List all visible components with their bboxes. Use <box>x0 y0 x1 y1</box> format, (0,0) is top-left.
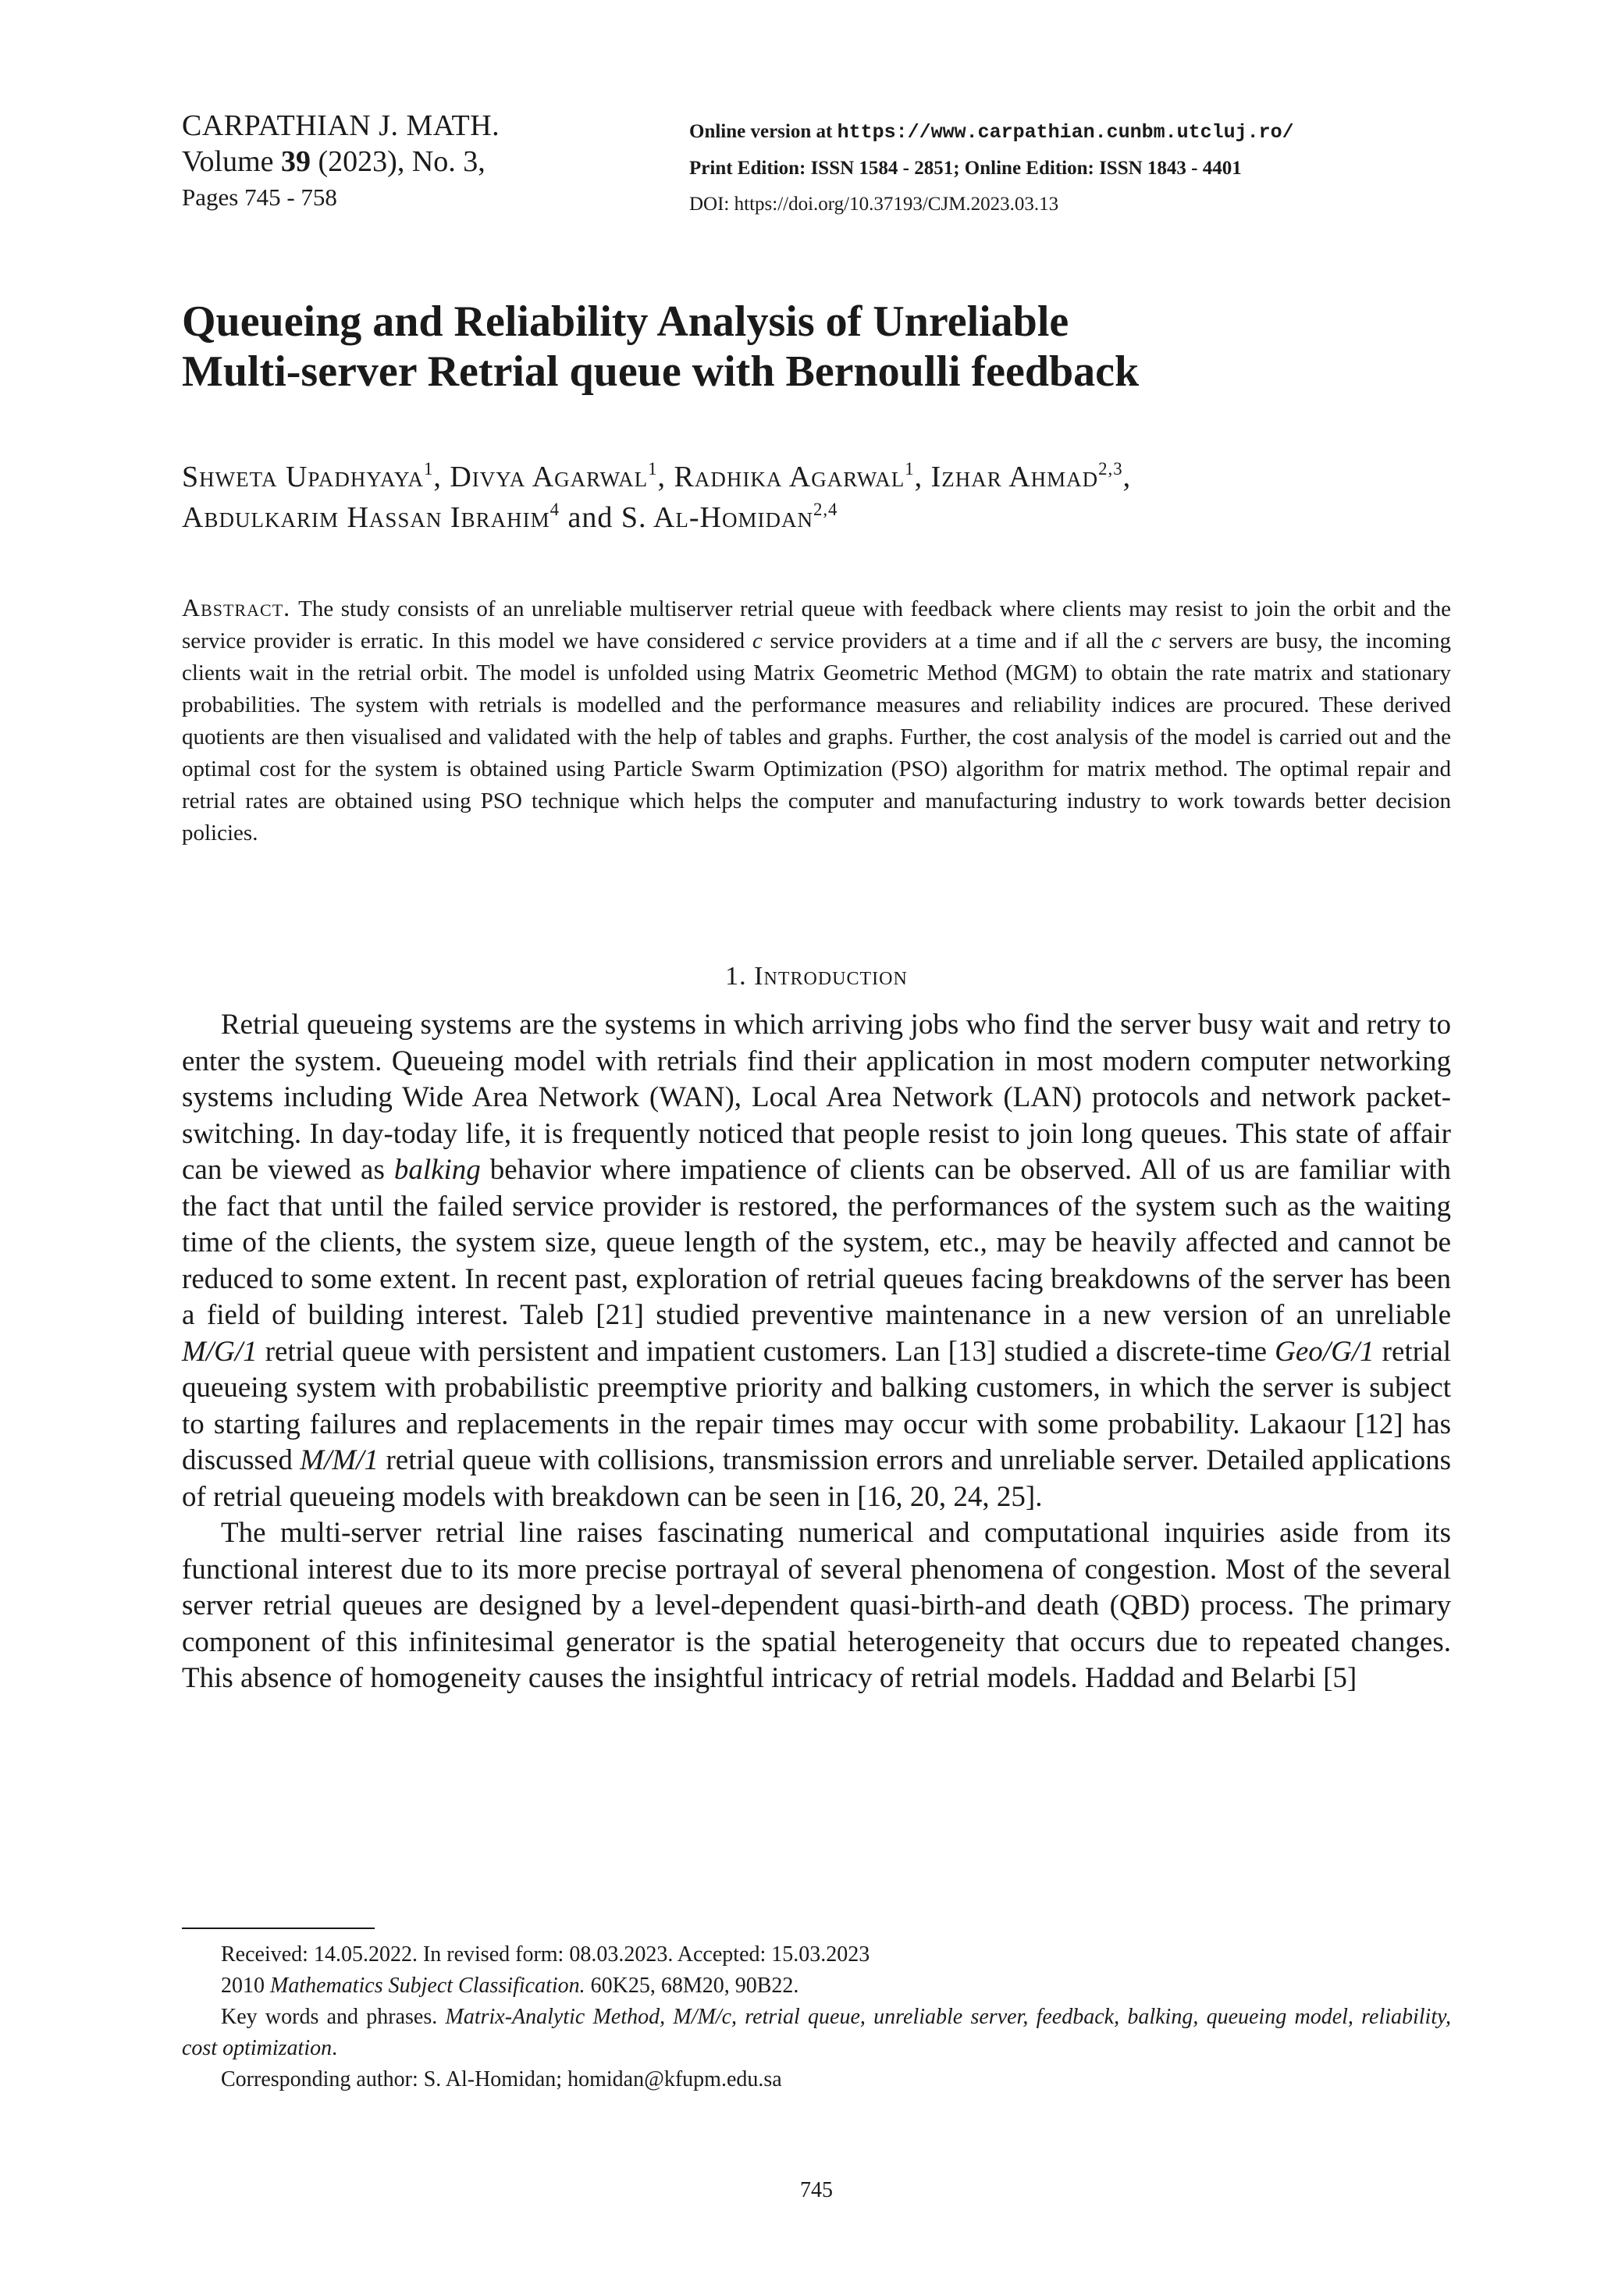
received-dates: Received: 14.05.2022. In revised form: 08.03.2023. Accepted: 15.03.2023 <box>221 1942 870 1967</box>
abstract-label: Abstract. <box>182 593 291 621</box>
section-heading: 1. Introduction <box>725 962 908 991</box>
author-name: Izhar Ahmad <box>930 461 1099 493</box>
paper-title: Queueing and Reliability Analysis of Unreliable Multi-server Retrial queue with Bernoulli feedback <box>182 297 1140 396</box>
author-name: Abdulkarim Hassan Ibrahim <box>182 501 550 534</box>
paragraph: The multi-server retrial line raises fascinating numerical and computational inquiries aside from its functional interest due to its more precise portrayal of several phenomena of congestion. Most of the several server retrial queues are designed by a level-dependent quasi-birth-and death (QBD) process. The primary component of this infinitesimal generator is the spatial heterogeneity that occurs due to repeated changes. This absence of homogeneity causes the insightful intricacy of retrial models. Haddad and Belarbi [5] <box>182 1517 1451 1694</box>
msc-classification: 2010 Mathematics Subject Classification. 60K25, 68M20, 90B22. <box>221 1974 799 1998</box>
author-name: Divya Agarwal <box>450 461 649 493</box>
corresponding-author: Corresponding author: S. Al-Homidan; homidan@kfupm.edu.sa <box>221 2067 782 2091</box>
keywords: Key words and phrases. Matrix-Analytic Method, M/M/c, retrial queue, unreliable server, feedback, balking, queueing model, reliability, cost optimization. <box>182 2005 1451 2060</box>
body-text <box>182 1007 1451 1697</box>
author-name: Shweta Upadhyaya <box>182 461 424 493</box>
journal-info <box>182 108 500 215</box>
online-version: Online version at https://www.carpathian.cunbm.utcluj.ro/ <box>689 121 1294 144</box>
issn-line: Print Edition: ISSN 1584 - 2851; Online Edition: ISSN 1843 - 4401 <box>689 158 1242 179</box>
edition-info <box>689 114 1294 222</box>
paper-page <box>182 0 1451 2296</box>
author-name: S. Al-Homidan <box>621 501 813 534</box>
abstract: Abstract. The study consists of an unreliable multiserver retrial queue with feedback where clients may resist to join the orbit and the service provider is erratic. In this model we have considered c service providers at a time and if all the c servers are busy, the incoming clients wait in the retrial orbit. The model is unfolded using Matrix Geometric Method (MGM) to obtain the rate matrix and stationary probabilities. The system with retrials is modelled and the performance measures and reliability indices are procured. These derived quotients are then visualised and validated with the help of tables and graphs. Further, the cost analysis of the model is carried out and the optimal cost for the system is obtained using Particle Swarm Optimization (PSO) algorithm for matrix method. The optimal repair and retrial rates are obtained using PSO technique which helps the computer and manufacturing industry to work towards better decision policies. <box>182 593 1451 845</box>
footnote-rule <box>182 1928 375 1929</box>
author-list: Shweta Upadhyaya$^1$, Divya Agarwal$^1$, Radhika Agarwal$^1$, Izhar Ahmad$^{2,3}$, Abdulkarim Hassan Ibrahim$^4$ and S. Al-Homidan$^{2,4}$ <box>182 459 1132 534</box>
journal-title: CARPATHIAN J. MATH. <box>182 109 500 142</box>
author-name: Radhika Agarwal <box>674 461 905 493</box>
journal-url-link[interactable]: https://www.carpathian.cunbm.utcluj.ro/ <box>837 121 1294 144</box>
page-range: Pages 745 - 758 <box>182 183 337 211</box>
paragraph: Retrial queueing systems are the systems in which arriving jobs who find the server busy wait and retry to enter the system. Queueing model with retrials find their application in most modern computer networking systems including Wide Area Network (WAN), Local Area Network (LAN) protocols and network packet-switching. In day-today life, it is frequently noticed that people resist to join long queues. This state of affair can be viewed as balking behavior where impatience of clients can be observed. All of us are familiar with the fact that until the failed service provider is restored, the performances of the system such as the waiting time of the clients, the system size, queue length of the system, etc., may be heavily affected and cannot be reduced to some extent. In recent past, exploration of retrial queues facing breakdowns of the server has been a field of building interest. Taleb [21] studied preventive maintenance in a new version of an unreliable M/G/1 retrial queue with persistent and impatient customers. Lan [13] studied a discrete-time Geo/G/1 retrial queueing system with probabilistic preemptive priority and balking customers, in which the server is subject to starting failures and replacements in the repair times may occur with some probability. Lakaour [12] has discussed M/M/1 retrial queue with collisions, transmission errors and unreliable server. Detailed applications of retrial queueing models with breakdown can be seen in [16, 20, 24, 25]. <box>182 1009 1451 1513</box>
page-number: 745 <box>800 2178 833 2202</box>
footnotes <box>182 1939 1451 2095</box>
volume-line: Volume 39 (2023), No. 3, <box>182 145 485 178</box>
doi-link[interactable]: DOI: https://doi.org/10.37193/CJM.2023.03.13 <box>689 194 1059 215</box>
